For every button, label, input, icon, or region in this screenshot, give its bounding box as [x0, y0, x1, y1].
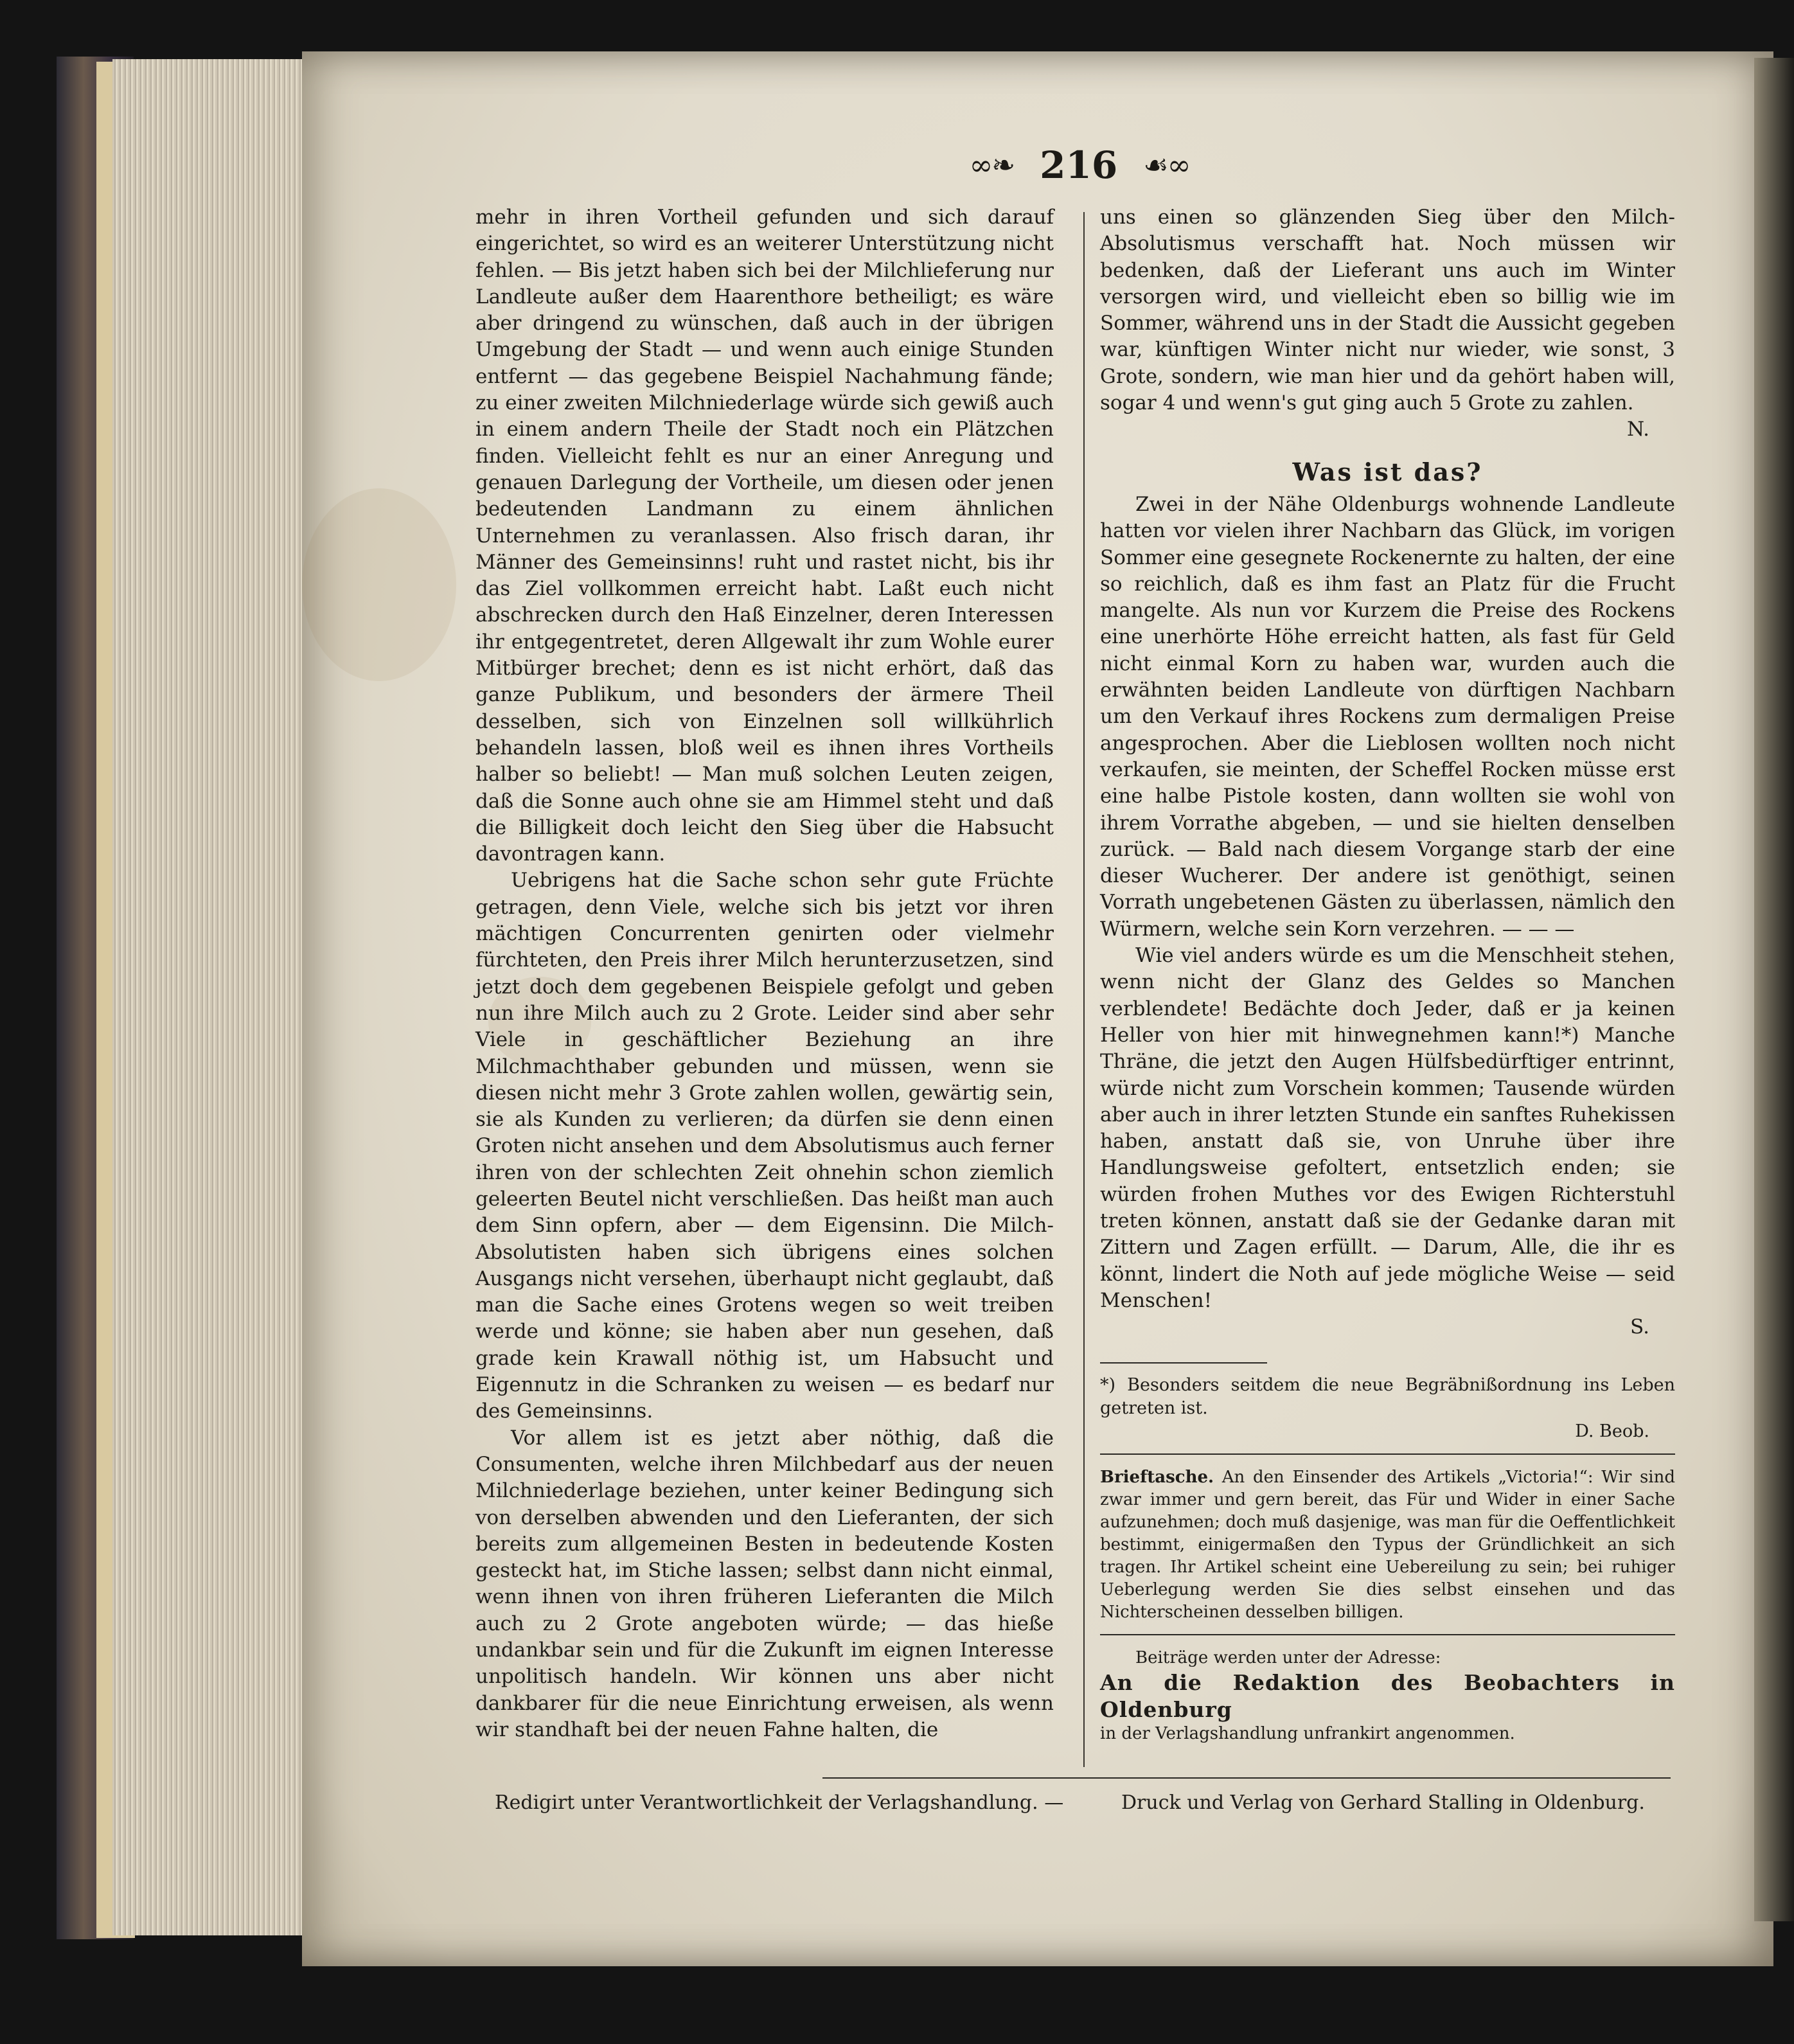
left-column	[475, 204, 1054, 1743]
brieftasche-note	[1100, 1466, 1675, 1624]
page-number: 216	[1040, 143, 1118, 187]
article-heading: Was ist das?	[1292, 457, 1483, 486]
facing-page-edge	[1754, 58, 1794, 1921]
paragraph: mehr in ihren Vortheil gefunden und sich darauf eingerichtet, so wird es an weiterer Unterstützung nicht fehlen. — Bis jetzt haben sich bei der Milchlieferung nur Landleute außer dem Haarenthore betheiligt; es wäre aber dringend zu wünschen, daß auch in der übrigen Umgebung der Stadt — und wenn auch einige Stunden entfernt — das gegebene Beispiel Nachahmung fände; zu einer zweiten Milchniederlage würde sich gewiß auch in einem andern Theile der Stadt noch ein Plätzchen finden. Vielleicht fehlt es nur an einer Anregung und genauen Darlegung der Vortheile, um diesen oder jenen bedeutenden Landmann zu einem ähnlichen Unternehmen zu veranlassen. Also frisch daran, ihr Männer des Gemeinsinns! ruht und rastet nicht, bis ihr das Ziel vollkommen erreicht habt. Laßt euch nicht abschrecken durch den Haß Einzelner, deren Interessen ihr entgegentretet, deren Allgewalt ihr zum Wohle eurer Mitbürger brechet; denn es ist nicht erhört, daß das ganze Publikum, und besonders der ärmere Theil desselben, sich von Einzelnen soll willkührlich behandeln lassen, bloß weil es ihnen ihres Vortheils halber so beliebt! — Man muß solchen Leuten zeigen, daß die Sonne auch ohne sie am Himmel steht und daß die Billigkeit doch leicht den Sieg über die Habsucht davontragen kann.	[475, 206, 1054, 866]
footnote: *) Besonders seitdem die neue Begräbnißordnung ins Leben getreten ist.	[1100, 1375, 1675, 1419]
footnote-signature: D. Beob.	[1575, 1421, 1649, 1442]
page-stack	[112, 59, 312, 1935]
brieftasche-label: Brieftasche.	[1100, 1468, 1214, 1488]
contributions-outro: in der Verlagshandlung unfrankirt angenommen.	[1100, 1724, 1515, 1744]
footnote-rule	[1100, 1362, 1267, 1364]
contributions-intro: Beiträge werden unter der Adresse:	[1135, 1648, 1441, 1668]
right-column	[1100, 204, 1675, 1745]
paragraph: Zwei in der Nähe Oldenburgs wohnende Landleute hatten vor vielen ihrer Nachbarn das Glück, im vorigen Sommer eine gesegnete Rockenernte zu halten, der eine so reichlich, daß es ihm fast an Platz für die Frucht mangelte. Als nun vor Kurzem die Preise des Rockens eine unerhörte Höhe erreicht hatten, als fast für Geld nicht einmal Korn zu haben war, wurden auch die erwähnten beiden Landleute von dürftigen Nachbarn um den Verkauf ihres Rockens zum dermaligen Preise angesprochen. Aber die Lieblosen wollten noch nicht verkaufen, sie meinten, der Scheffel Rocken müsse erst eine halbe Pistole kosten, dann wollten sie wohl von ihrem Vorrathe abgeben, — und sie hielten denselben zurück. — Bald nach diesem Vorgange starb der eine dieser Wucherer. Der andere ist genöthigt, seinen Vorrath ungebetenen Gästen zu überlassen, nämlich den Würmern, welche sein Korn verzehren. — — —	[1100, 492, 1675, 941]
section-rule	[1100, 1453, 1675, 1455]
paragraph: uns einen so glänzenden Sieg über den Milch-Absolutismus verschafft hat. Noch müssen wir bedenken, daß der Lieferant uns auch im Winter versorgen wird, und vielleicht eben so billig wie im Sommer, während uns in der Stadt die Aussicht gegeben war, künftigen Winter nicht nur wieder, wie sonst, 3 Grote, sondern, wie man hier und da gehört haben will, sogar 4 und wenn's gut ging auch 5 Grote zu zahlen.	[1100, 206, 1675, 415]
ornament-left-icon: ∞❧	[969, 148, 1015, 182]
column-divider	[1083, 212, 1085, 1767]
brieftasche-text: An den Einsender des Artikels „Victoria!“: Wir sind zwar immer und gern bereit, das Für und Wider in einer Sache aufzunehmen; doch muß dasjenige, was man für die Oeffentlichkeit bestimmt, einigermaßen den Typus der Gründlichkeit an sich tragen. Ihr Artikel scheint eine Uebereilung zu sein; bei ruhiger Ueberlegung werden Sie dies selbst einsehen und das Nichterscheinen desselben billigen.	[1100, 1468, 1675, 1622]
footer-publisher: Druck und Verlag von Gerhard Stalling in Oldenburg.	[1121, 1791, 1645, 1814]
contributions-address: An die Redaktion des Beobachters in Oldenburg	[1100, 1670, 1675, 1722]
signature: S.	[1630, 1315, 1649, 1339]
ornament-right-icon: ☙∞	[1143, 148, 1190, 182]
paper-stain	[302, 488, 456, 681]
section-rule	[1100, 1634, 1675, 1635]
page-header	[919, 143, 1240, 188]
bottom-rule	[822, 1777, 1671, 1779]
signature: N.	[1627, 418, 1649, 441]
footer-editor: Redigirt unter Verantwortlichkeit der Verlagshandlung. —	[495, 1791, 1064, 1814]
paragraph: Wie viel anders würde es um die Menschheit stehen, wenn nicht der Glanz des Geldes so Manchen verblendete! Bedächte doch Jeder, daß er ja keinen Heller von hier mit hinwegnehmen kann!*) Manche Thräne, die jetzt den Augen Hülfsbedürftiger entrinnt, würde nicht zum Vorschein kommen; Tausende würden aber auch in ihrer letzten Stunde ein sanftes Ruhekissen haben, anstatt daß sie, von Unruhe über ihre Handlungsweise gefoltert, entsetzlich enden; sie würden frohen Muthes vor des Ewigen Richterstuhl treten können, anstatt daß sie der Gedanke daran mit Zittern und Zagen erfüllt. — Darum, Alle, die ihr es könnt, lindert die Noth auf jede mögliche Weise — seid Menschen!	[1100, 944, 1675, 1312]
paragraph: Vor allem ist es jetzt aber nöthig, daß die Consumenten, welche ihren Milchbedarf aus der neuen Milchniederlage beziehen, unter keiner Bedingung sich von derselben abwenden und den Lieferanten, der sich bereits zum allgemeinen Besten in bedeutende Kosten gesteckt hat, im Stiche lassen; selbst dann nicht einmal, wenn ihnen von ihren früheren Lieferanten die Milch auch zu 2 Grote angeboten würde; — das hieße undankbar sein und für die Zukunft im eignen Interesse unpolitisch handeln. Wir können uns aber nicht dankbarer für die neue Einrichtung erweisen, als wenn wir standhaft bei der neuen Fahne halten, die	[475, 1426, 1054, 1741]
paragraph: Uebrigens hat die Sache schon sehr gute Früchte getragen, denn Viele, welche sich bis jetzt vor ihren mächtigen Concurrenten genirten oder vielmehr fürchteten, den Preis ihrer Milch herunterzusetzen, sind jetzt doch dem gegebenen Beispiele gefolgt und geben nun ihre Milch auch zu 2 Grote. Leider sind aber sehr Viele in geschäftlicher Beziehung an ihre Milchmachthaber gebunden und müssen, wenn sie diesen nicht mehr 3 Grote zahlen wollen, gewärtig sein, sie als Kunden zu verlieren; da dürfen sie denn einen Groten nicht ansehen und dem Absolutismus auch ferner ihren von der schlechten Zeit ohnehin schon ziemlich geleerten Beutel nicht verschließen. Das heißt man auch dem Sinn opfern, aber — dem Eigensinn. Die Milch-Absolutisten haben sich übrigens eines solchen Ausgangs nicht versehen, überhaupt nicht geglaubt, daß man die Sache eines Grotens wegen so weit treiben werde und könne; sie haben aber nun gesehen, daß grade kein Krawall nöthig ist, um Habsucht und Eigennutz in die Schranken zu weisen — es bedarf nur des Gemeinsinns.	[475, 869, 1054, 1423]
